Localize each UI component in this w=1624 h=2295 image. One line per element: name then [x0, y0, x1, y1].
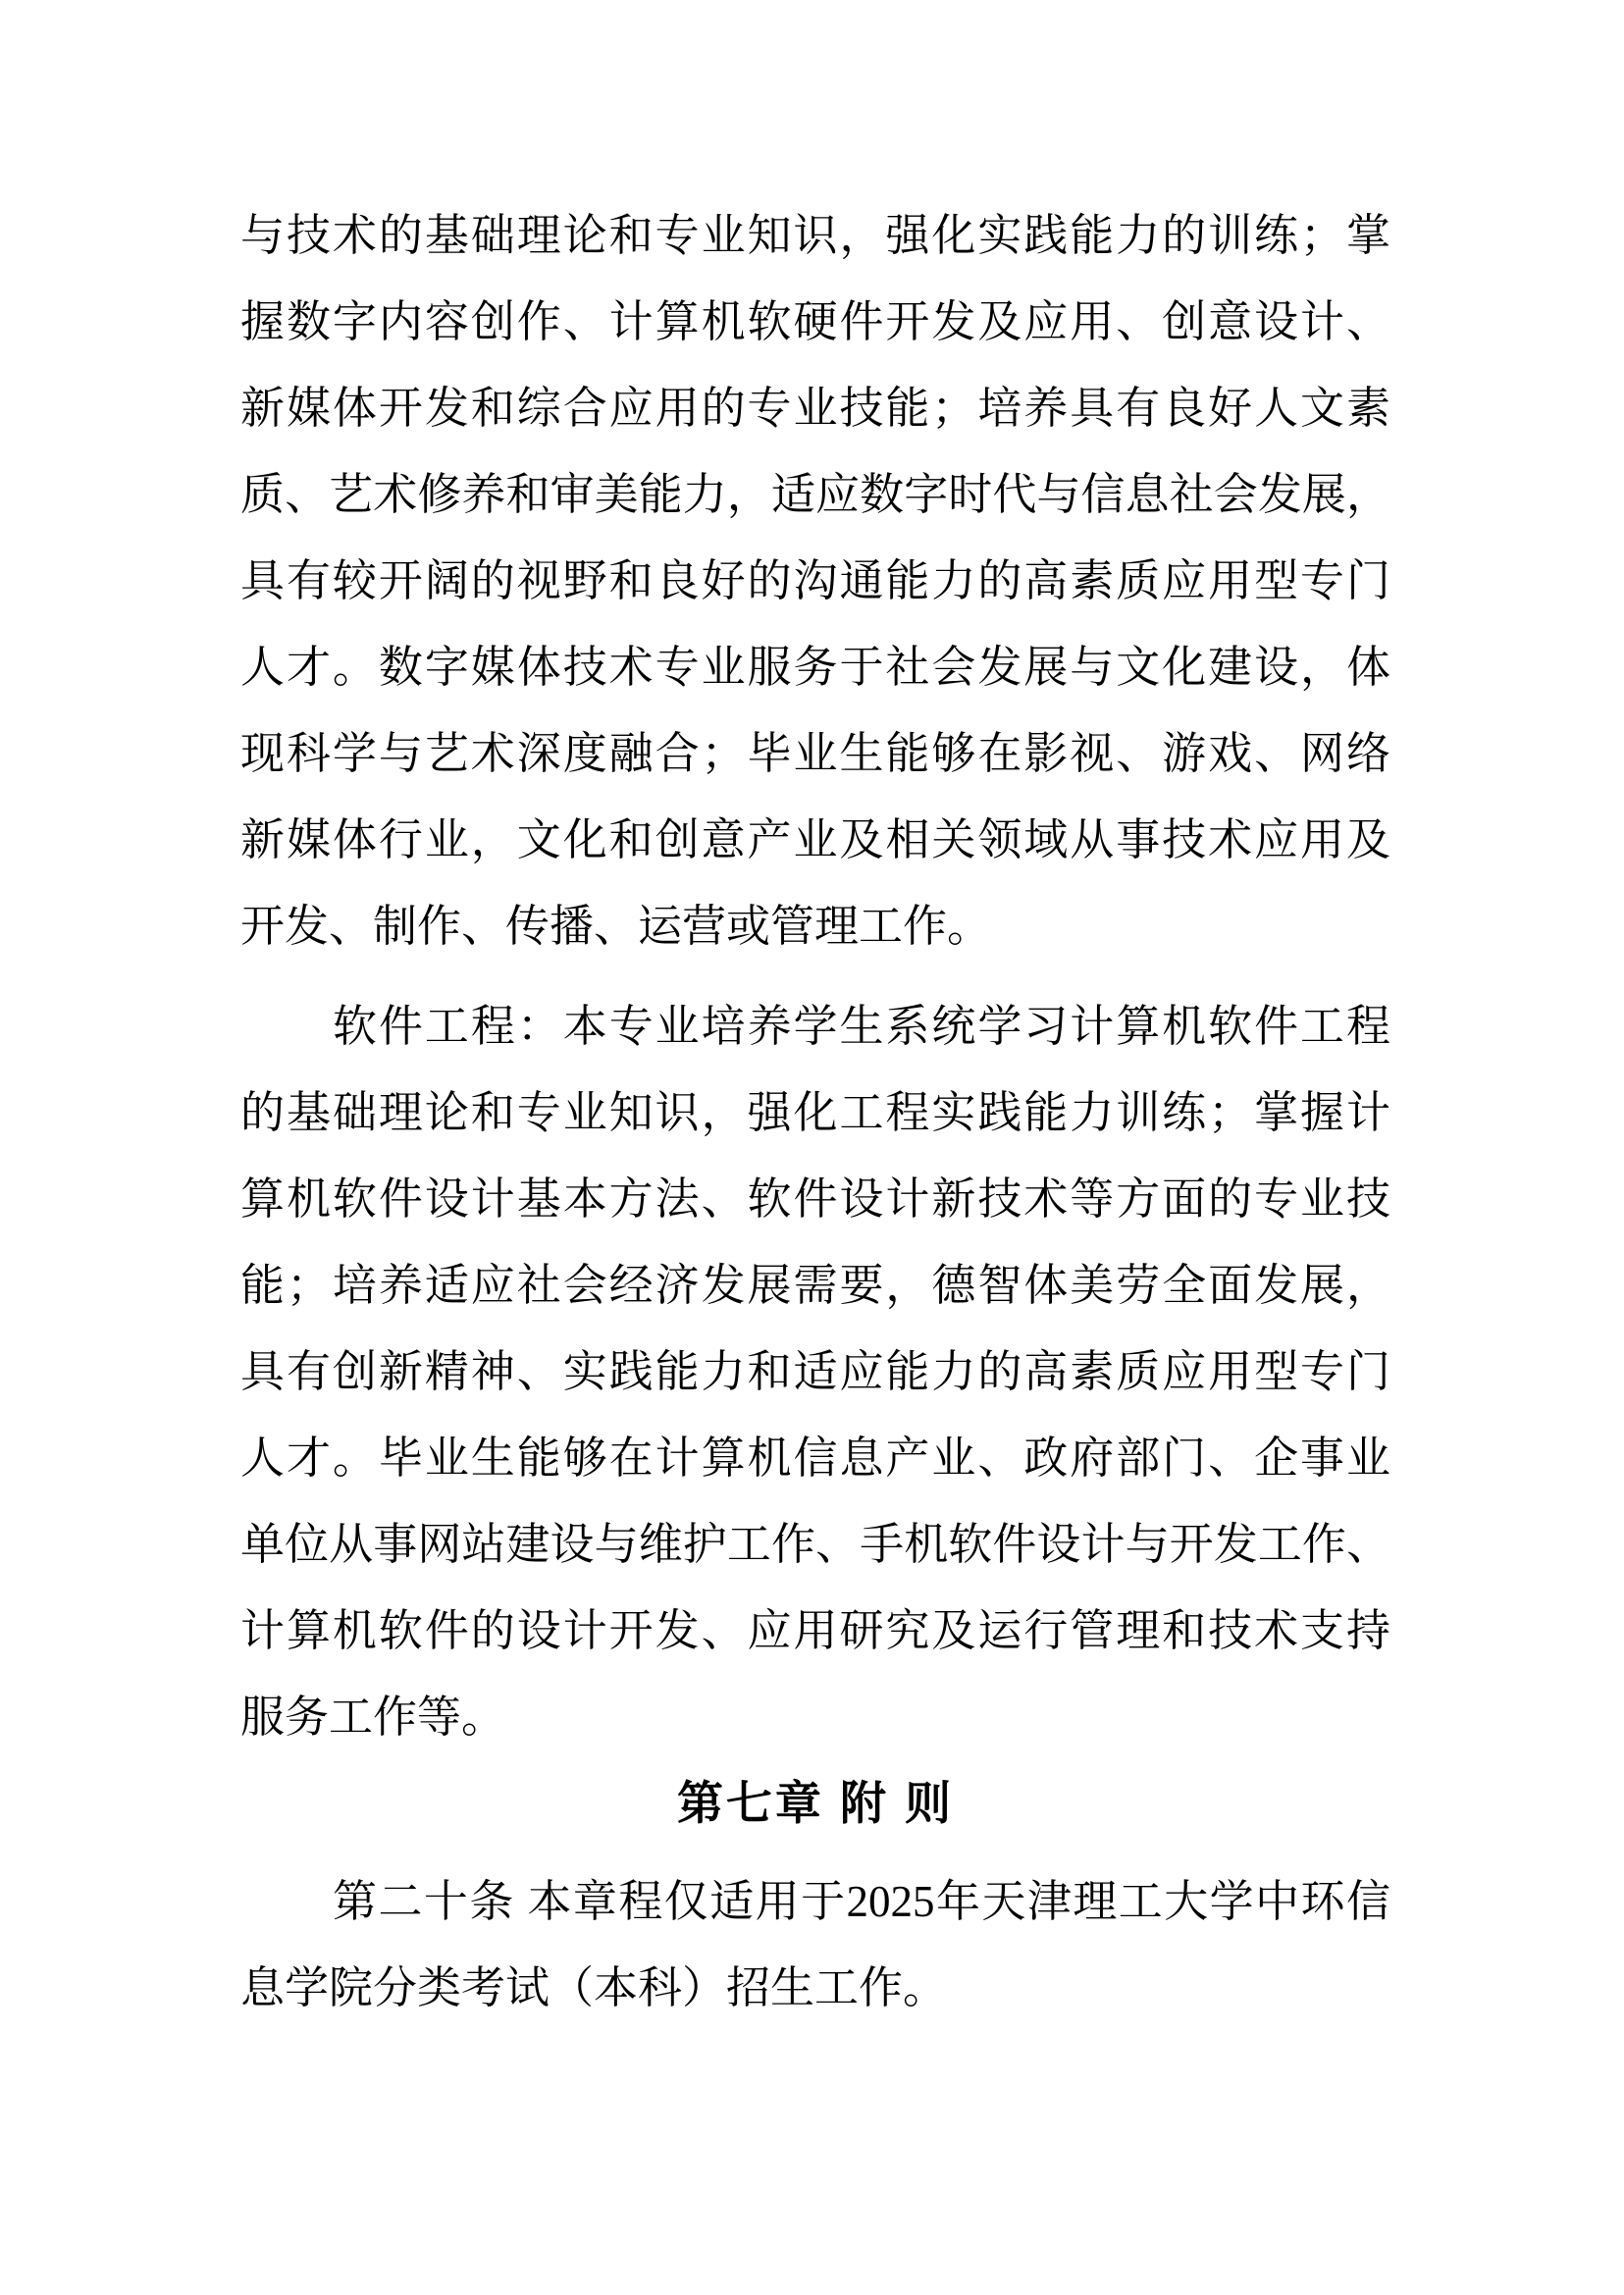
body-line: 具有较开阔的视野和良好的沟通能力的高素质应用型专门 [240, 556, 1390, 605]
paragraph-digital-media [240, 192, 1390, 969]
body-line: 握数字内容创作、计算机软硬件开发及应用、创意设计、 [240, 297, 1390, 346]
document-text-block [240, 192, 1390, 2031]
chapter-heading: 第七章 附 则 [676, 1777, 955, 1829]
body-line: 单位从事网站建设与维护工作、手机软件设计与开发工作、 [240, 1520, 1390, 1569]
body-line: 第二十条 本章程仅适用于2025年天津理工大学中环信 [333, 1877, 1390, 1926]
paragraph-article-twenty [240, 1858, 1390, 2031]
body-line: 计算机软件的设计开发、应用研究及运行管理和技术支持 [240, 1606, 1390, 1655]
body-line: 的基础理论和专业知识，强化工程实践能力训练；掌握计 [240, 1088, 1390, 1137]
paragraph-software-engineering [240, 983, 1390, 1760]
body-line: 现科学与艺术深度融合；毕业生能够在影视、游戏、网络 [240, 729, 1390, 778]
body-line: 具有创新精神、实践能力和适应能力的高素质应用型专门 [240, 1347, 1390, 1396]
body-line: 软件工程：本专业培养学生系统学习计算机软件工程 [333, 1002, 1390, 1051]
body-line: 新媒体行业，文化和创意产业及相关领域从事技术应用及 [240, 815, 1390, 864]
body-line: 开发、制作、传播、运营或管理工作。 [240, 902, 992, 951]
body-line: 新媒体开发和综合应用的专业技能；培养具有良好人文素 [240, 384, 1390, 433]
body-line: 人才。数字媒体技术专业服务于社会发展与文化建设，体 [240, 643, 1390, 692]
body-line: 质、艺术修养和审美能力，适应数字时代与信息社会发展， [240, 470, 1390, 519]
body-line: 息学院分类考试（本科）招生工作。 [240, 1963, 948, 2012]
body-line: 与技术的基础理论和专业知识，强化实践能力的训练；掌 [240, 211, 1390, 260]
body-line: 能；培养适应社会经济发展需要，德智体美劳全面发展， [240, 1261, 1390, 1310]
body-line: 算机软件设计基本方法、软件设计新技术等方面的专业技 [240, 1174, 1390, 1224]
body-line: 人才。毕业生能够在计算机信息产业、政府部门、企事业 [240, 1434, 1390, 1483]
body-line: 服务工作等。 [240, 1693, 506, 1742]
